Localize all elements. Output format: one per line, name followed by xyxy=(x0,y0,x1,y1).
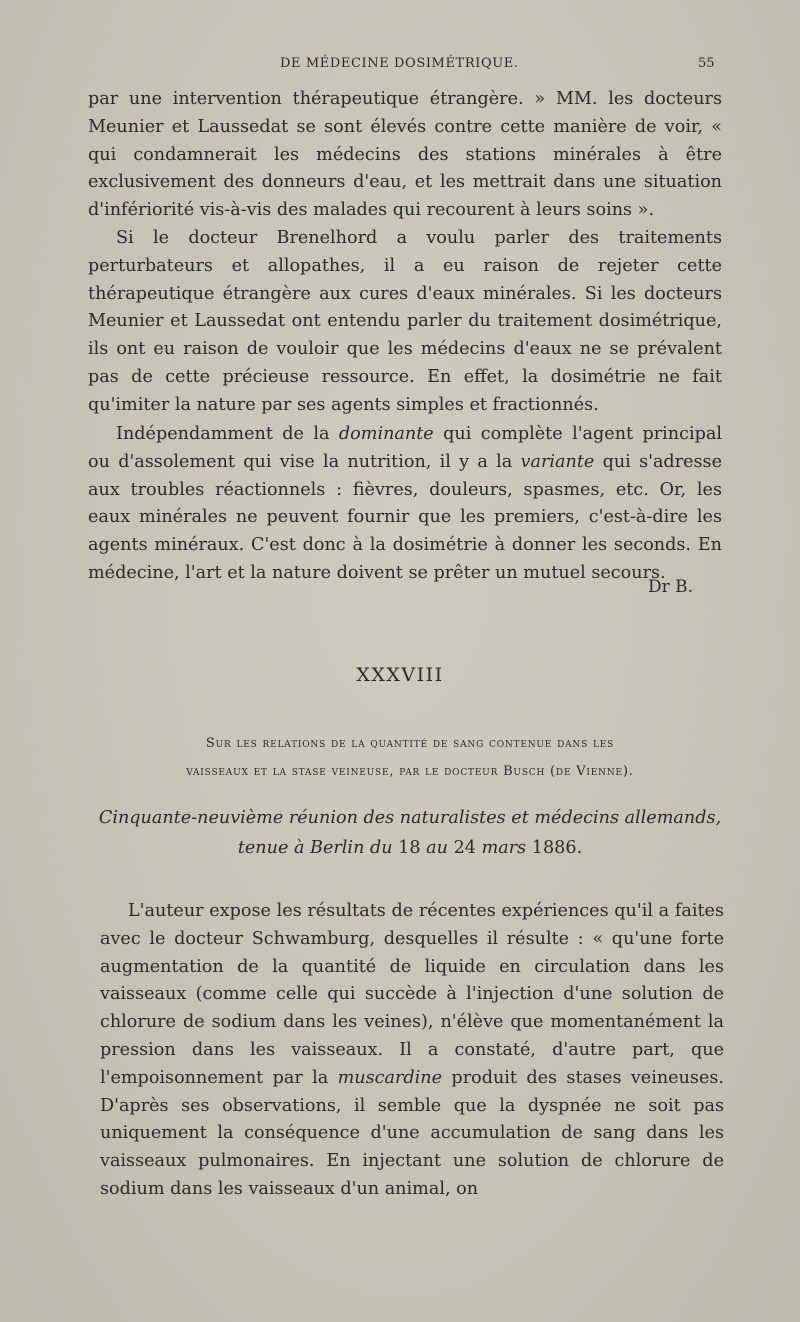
text-run: au xyxy=(426,838,448,858)
paragraph-dominante xyxy=(88,421,722,588)
text-run: qui s'adresse aux troubles réactionnels : fièvres, douleurs, spasmes, etc. Or, les eaux minérales ne peuvent fournir que les premiers, c'est-à-dire les agents minéraux. C'est donc à la dosimétrie à donner les seconds. En médecine, l'art et la nature doivent se prêter un mutuel secours. xyxy=(88,451,722,583)
paragraph-text: Si le docteur Brenelhord a voulu parler des traitements perturbateurs et allopathes, il a eu raison de rejeter cette thérapeutique étrangère aux cures d'eaux minérales. Si les docteurs Meunier et Laussedat ont entendu parler du traitement dosimétrique, ils ont eu raison de vouloir que les médecins d'eaux ne se prévalent pas de cette précieuse ressource. En effet, la dosimétrie ne fait qu'imiter la nature par ses agents simples et fractionnés. xyxy=(88,228,722,415)
article-title-line-2: vaisseaux et la stase veineuse, par le docteur Busch (de Vienne). xyxy=(186,764,634,779)
source-note xyxy=(80,803,740,863)
paragraph-continuation xyxy=(88,86,722,225)
paragraph-brenelhord xyxy=(88,225,722,420)
chapter-number: XXXVIII xyxy=(356,664,444,686)
text-run: 24 xyxy=(448,838,482,858)
page-number: 55 xyxy=(698,56,715,71)
text-run: produit des stases veineuses. D'après ses observations, il semble que la dyspnée ne soit pas uniquement la conséquence d'une accumulation de sang dans les vaisseaux pulmonaires. En injectant une solution de chlorure de sodium dans les vaisseaux d'un animal, on xyxy=(100,1067,724,1199)
paragraph-text xyxy=(100,898,724,1204)
italic-term-muscardine: muscardine xyxy=(337,1067,443,1088)
running-head: DE MÉDECINE DOSIMÉTRIQUE. xyxy=(280,56,519,71)
text-run: 1886. xyxy=(526,838,583,858)
source-note-line-1: Cinquante-neuvième réunion des naturalistes et médecins allemands, xyxy=(98,808,722,828)
italic-term-variante: variante xyxy=(520,451,595,472)
text-run: Indépendamment de la xyxy=(116,424,339,444)
article-title-line-1: Sur les relations de la quantité de sang contenue dans les xyxy=(205,736,615,751)
text-run: tenue à Berlin du xyxy=(237,838,393,858)
italic-term-dominante: dominante xyxy=(338,424,434,444)
text-run: mars xyxy=(481,838,527,858)
source-note-line-2 xyxy=(80,833,740,863)
text-run: L'auteur expose les résultats de récentes expériences qu'il a faites avec le docteur Schwamburg, desquelles il résulte : « qu'une forte augmentation de la quantité de liquide en circulation dans les vaisseaux (comme celle qui succède à l'injection d'une solution de chlorure de sodium dans les veines), n'élève que momentanément la pression dans les vaisseaux. Il a constaté, d'autre part, que l'empoisonnement par la xyxy=(100,901,724,1088)
article-title xyxy=(100,730,720,786)
text-run: qui complète l'agent principal ou d'assolement qui vise la nutrition, il y a la xyxy=(88,424,722,472)
text-run: 18 xyxy=(392,838,427,858)
author-signature: Dr B. xyxy=(648,577,694,597)
paragraph-busch-article xyxy=(100,898,724,1204)
paragraph-text: par une intervention thérapeutique étrangère. » MM. les docteurs Meunier et Laussedat se sont élevés contre cette manière de voir, « qui condamnerait les médecins des stations minérales à être exclusivement des donneurs d'eau, et les mettrait dans une situation d'infériorité vis-à-vis des malades qui recourent à leurs soins ». xyxy=(88,89,722,221)
paragraph-text xyxy=(88,421,722,588)
